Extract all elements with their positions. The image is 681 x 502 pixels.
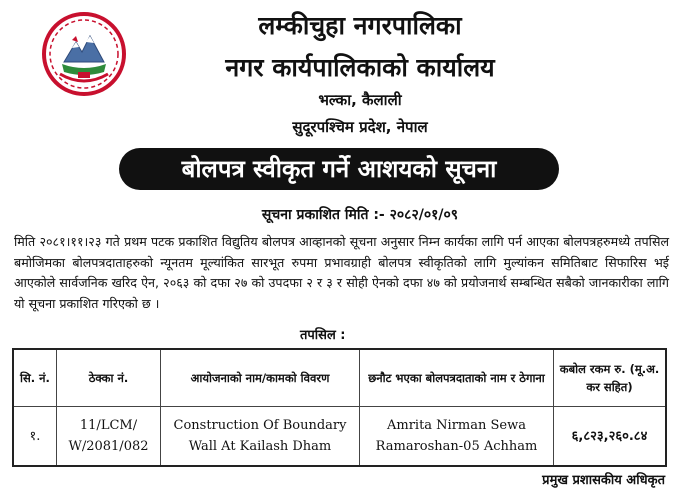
notice-title: बोलपत्र स्वीकृत गर्ने आशयको सूचना xyxy=(119,148,559,190)
office-address: भल्का, कैलाली xyxy=(318,91,402,109)
cell-bidder: Amrita Nirman Sewa Ramaroshan-05 Achham xyxy=(360,407,554,467)
table-row xyxy=(13,407,666,467)
schedule-label: तपसिल : xyxy=(300,328,346,343)
cell-contract-no: 11/LCM/ W/2081/082 xyxy=(57,407,161,467)
municipality-name: लम्कीचुहा नगरपालिका xyxy=(258,11,462,40)
col-contract-no: ठेक्का नं. xyxy=(57,349,161,407)
signatory-title: प्रमुख प्रशासकीय अधिकृत xyxy=(542,473,665,488)
col-project: आयोजनाको नाम/कामको विवरण xyxy=(161,349,360,407)
col-bidder: छनौट भएका बोलपत्रदाताको नाम र ठेगाना xyxy=(360,349,554,407)
office-name: नगर कार्यपालिकाको कार्यालय xyxy=(225,53,495,82)
table-header-row xyxy=(13,349,666,407)
cell-amount: ६,८२३,२६०.८४ xyxy=(554,407,667,467)
bid-table xyxy=(12,348,667,467)
published-date: सूचना प्रकाशित मिति :- २०८२/०१/०९ xyxy=(261,207,459,223)
cell-sn: १. xyxy=(13,407,57,467)
province-name: सुदूरपश्चिम प्रदेश, नेपाल xyxy=(292,118,428,136)
col-amount: कबोल रकम रु. (मू.अ. कर सहित) xyxy=(554,349,667,407)
notice-body: मिति २०८१।११।२३ गते प्रथम पटक प्रकाशित विद्युतिय बोलपत्र आव्हानको सूचना अनुसार निम्न कार्यका लागि पर्न आएका बोलपत्रहरुमध्ये तपसिल बमोजिमका बोलपत्रदाताहरुको न्यूनतम मूल्यांकित सारभूत रुपमा प्रभावग्राही बोलपत्र स्वीकृतिको लागि मुल्यांकन समितिबाट सिफारिस भई आएकोले सार्वजनिक खरिद ऐन, २०६३ को दफा २७ को उपदफा २ र ३ र सोही ऐनको दफा ४७ को प्रयोजनार्थ सम्बन्धित सबैको जानकारीका लागि यो सूचना प्रकाशित गरिएको छ । xyxy=(14,234,669,311)
col-sn: सि. नं. xyxy=(13,349,57,407)
nepal-emblem-icon xyxy=(42,12,126,96)
cell-project: Construction Of Boundary Wall At Kailash Dham xyxy=(161,407,360,467)
